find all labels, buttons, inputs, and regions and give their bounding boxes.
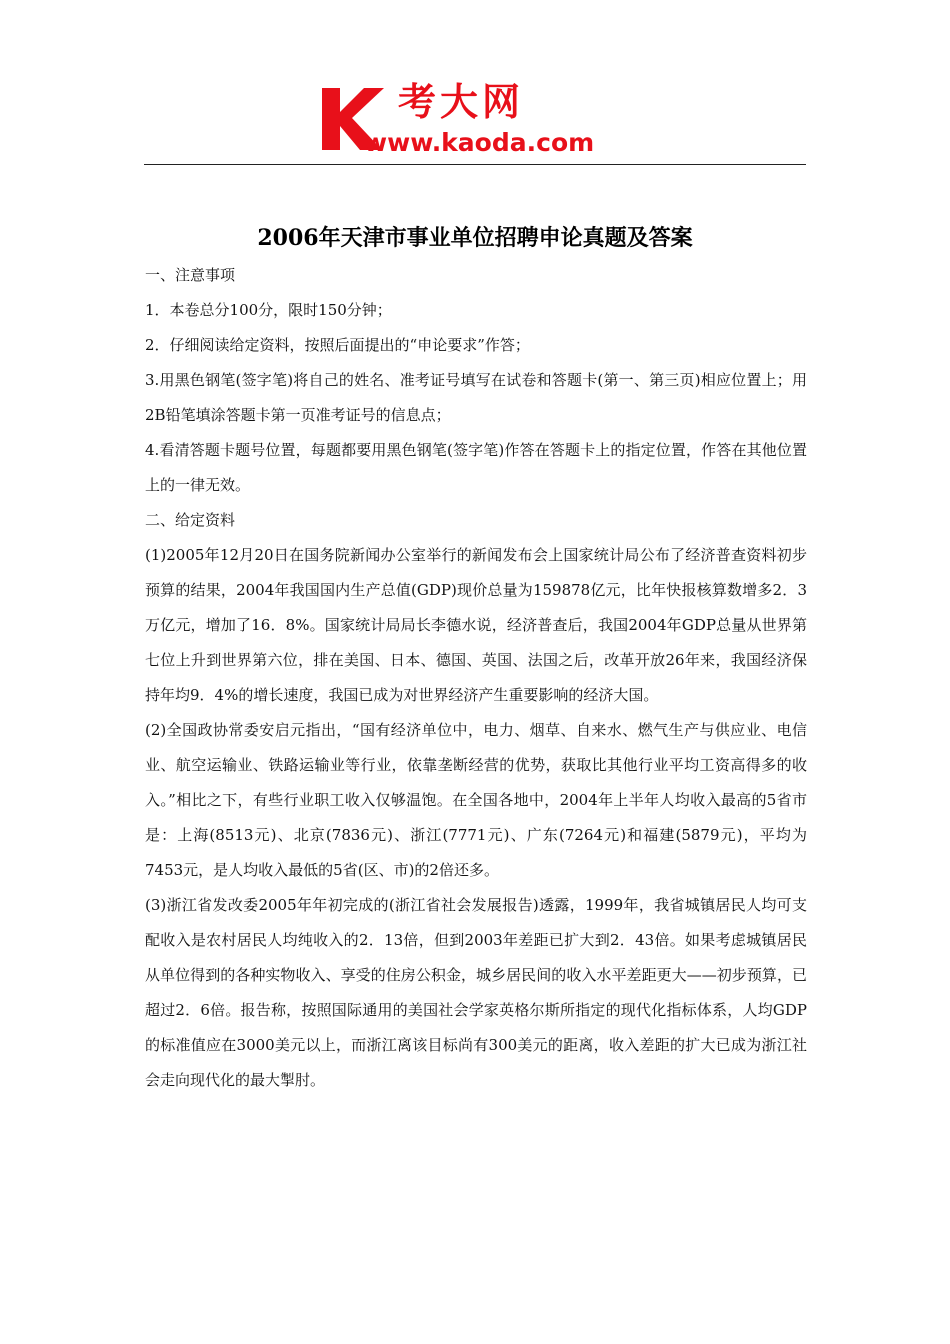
header-divider — [144, 164, 806, 165]
material-paragraph-1: (1)2005年12月20日在国务院新闻办公室举行的新闻发布会上国家统计局公布了经济普查资料初步预算的结果，2004年我国国内生产总值(GDP)现价总量为159878亿元，比年快报核算数增多2．3万亿元，增加了16．8%。国家统计局局长李德水说，经济普查后，我国2004年GDP总量从世界第七位上升到世界第六位，排在美国、日本、德国、英国、法国之后，改革开放26年来，我国经济保持年均9．4%的增长速度，我国已成为对世界经济产生重要影响的经济大国。 — [145, 546, 807, 704]
page-title: 2006年天津市事业单位招聘申论真题及答案 — [257, 224, 693, 251]
material-paragraph-3: (3)浙江省发改委2005年年初完成的(浙江省社会发展报告)透露，1999年，我省城镇居民人均可支配收入是农村居民人均纯收入的2．13倍，但到2003年差距已扩大到2．43倍。如果考虑城镇居民从单位得到的各种实物收入、享受的住房公积金，城乡居民间的收入水平差距更大——初步预算，已超过2．6倍。报告称，按照国际通用的美国社会学家英格尔斯所指定的现代化指标体系，人均GDP的标准值应在3000美元以上，而浙江离该目标尚有300美元的距离，收入差距的扩大已成为浙江社会走向现代化的最大掣肘。 — [145, 896, 807, 1089]
material-paragraph-2: (2)全国政协常委安启元指出，“国有经济单位中，电力、烟草、自来水、燃气生产与供应业、电信业、航空运输业、铁路运输业等行业，依靠垄断经营的优势，获取比其他行业平均工资高得多的收入。”相比之下，有些行业职工收入仅够温饱。在全国各地中，2004年上半年人均收入最高的5省市是：上海(8513元)、北京(7836元)、浙江(7771元)、广东(7264元)和福建(5879元)，平均为7453元，是人均收入最低的5省(区、市)的2倍还多。 — [145, 721, 807, 879]
note-item-2: 2．仔细阅读给定资料，按照后面提出的“申论要求”作答； — [145, 336, 530, 354]
document-body — [145, 258, 807, 1098]
note-item-3: 3.用黑色钢笔(签字笔)将自己的姓名、准考证号填写在试卷和答题卡(第一、第三页)相应位置上；用2B铅笔填涂答题卡第一页准考证号的信息点； — [145, 371, 807, 424]
logo-url: www.kaoda.com — [364, 128, 595, 157]
note-item-4: 4.看清答题卡题号位置，每题都要用黑色钢笔(签字笔)作答在答题卡上的指定位置，作答在其他位置上的一律无效。 — [145, 441, 807, 494]
logo-chinese-name: 考大网 — [398, 80, 525, 124]
section-heading-notes: 一、注意事项 — [145, 266, 236, 284]
site-logo — [318, 80, 638, 158]
section-heading-materials: 二、给定资料 — [145, 511, 236, 529]
note-item-1: 1．本卷总分100分，限时150分钟； — [145, 301, 392, 319]
